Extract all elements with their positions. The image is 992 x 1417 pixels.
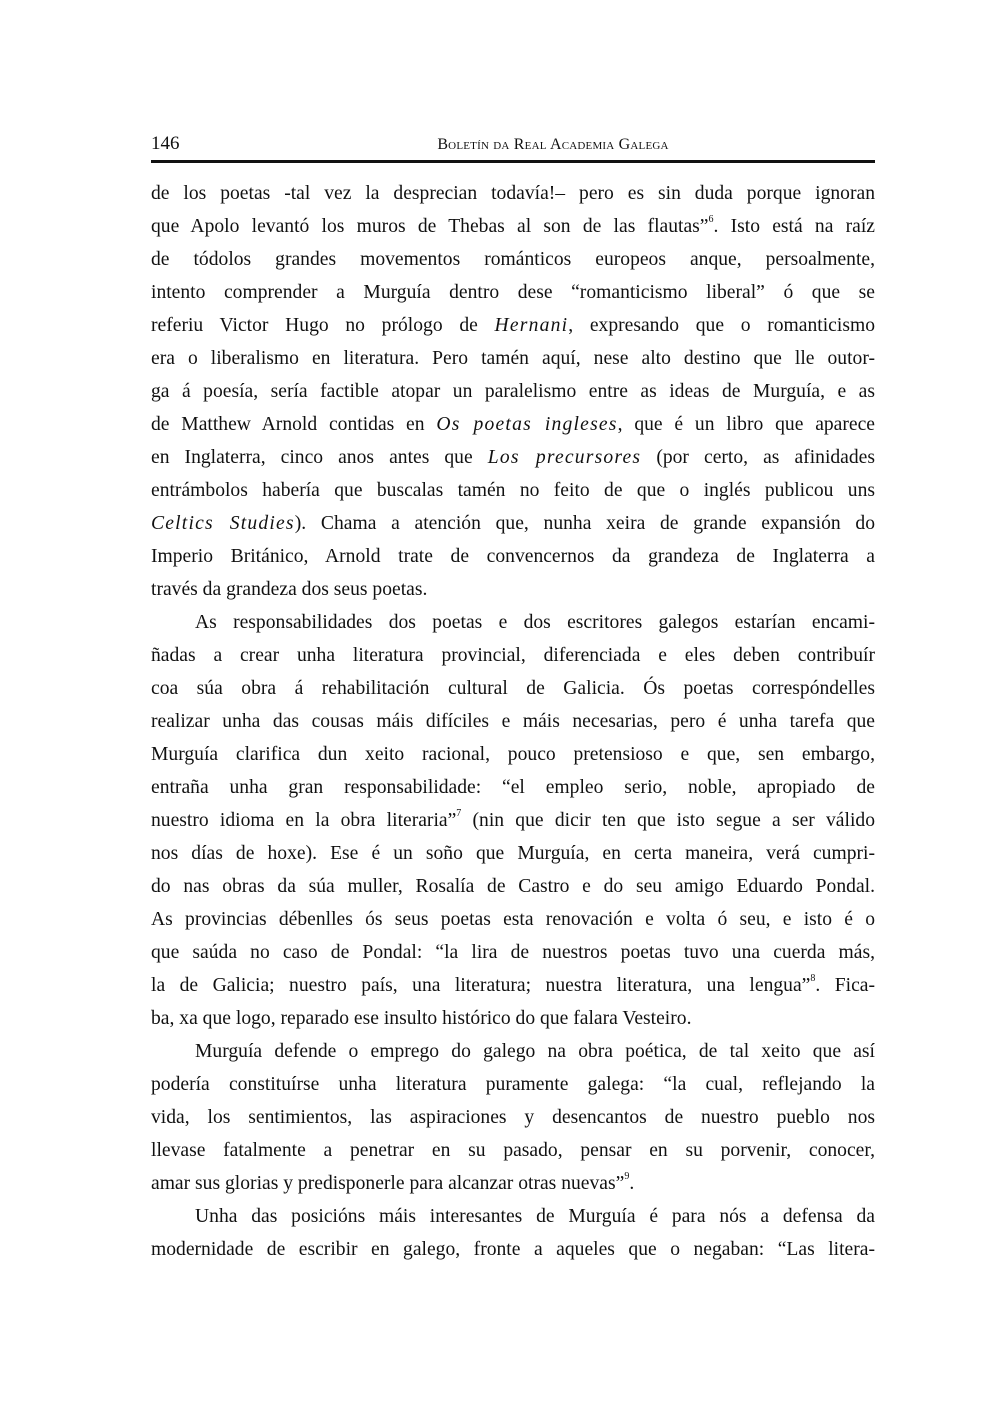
footnote-ref[interactable]: 7 <box>456 808 462 820</box>
text-line <box>151 1002 875 1035</box>
text-line <box>151 375 875 408</box>
text-run: referiu Victor Hugo no prólogo de <box>151 315 495 336</box>
text-run: ba, xa que logo, reparado ese insulto histórico do que falara Vesteiro. <box>151 1008 692 1029</box>
text-run: . Fica- <box>815 975 875 996</box>
text-line <box>151 870 875 903</box>
text-line <box>151 309 875 342</box>
text-line <box>151 573 875 606</box>
footnote-ref[interactable]: 9 <box>624 1171 630 1183</box>
text-line <box>151 474 875 507</box>
text-run: (por certo, as afinidades <box>641 447 876 468</box>
text-run: coa súa obra á rehabilitación cultural de Galicia. Ós poetas correspóndelles <box>151 678 875 699</box>
text-run: través da grandeza dos seus poetas. <box>151 579 428 600</box>
footnote-ref[interactable]: 6 <box>708 214 714 226</box>
text-run: , que é un libro que aparece <box>617 414 875 435</box>
text-run: Murguía clarifica dun xeito racional, pouco pretensioso e que, sen embargo, <box>151 744 875 765</box>
text-line <box>151 903 875 936</box>
text-line <box>151 969 875 1002</box>
text-run: As responsabilidades dos poetas e dos escritores galegos estarían encami- <box>195 612 875 633</box>
text-run: do nas obras da súa muller, Rosalía de Castro e do seu amigo Eduardo Pondal. <box>151 876 875 897</box>
italic-title: Los precursores <box>487 447 642 468</box>
text-line <box>151 1068 875 1101</box>
text-line <box>151 771 875 804</box>
text-run: nos días de hoxe). Ese é un soño que Murguía, en certa maneira, verá cumpri- <box>151 843 875 864</box>
text-line <box>151 408 875 441</box>
text-run: entrámbolos habería que buscalas tamén no feito de que o inglés publicou uns <box>151 480 875 501</box>
text-line <box>151 1233 875 1266</box>
text-run: que saúda no caso de Pondal: “la lira de nuestros poetas tuvo una cuerda más, <box>151 942 875 963</box>
text-run: (nin que dicir ten que isto segue a ser válido <box>461 810 875 831</box>
text-run: llevase fatalmente a penetrar en su pasado, pensar en su porvenir, conocer, <box>151 1140 875 1161</box>
text-run: de Matthew Arnold contidas en <box>151 414 437 435</box>
italic-title: Hernani <box>494 315 569 336</box>
page-number: 146 <box>151 133 180 154</box>
body-text <box>151 177 875 1266</box>
italic-title: Celtics Studies <box>151 513 295 534</box>
text-line <box>151 705 875 738</box>
text-run: la de Galicia; nuestro país, una literatura; nuestra literatura, una lengua” <box>151 975 811 996</box>
text-line <box>151 672 875 705</box>
text-line <box>151 540 875 573</box>
text-run: intento comprender a Murguía dentro dese “romanticismo liberal” ó que se <box>151 282 875 303</box>
text-line <box>151 177 875 210</box>
text-run: ). Chama a atención que, nunha xeira de grande expansión do <box>294 513 876 534</box>
text-run: vida, los sentimientos, las aspiraciones y desencantos de nuestro pueblo nos <box>151 1107 875 1128</box>
text-line <box>151 606 875 639</box>
text-run: ga á poesía, sería factible atopar un paralelismo entre as ideas de Murguía, e as <box>151 381 875 402</box>
header-rule <box>151 160 875 163</box>
text-run: As provincias débenlles ós seus poetas esta renovación e volta ó seu, e isto é o <box>151 909 875 930</box>
page-header <box>151 131 875 159</box>
text-run: de los poetas -tal vez la desprecian todavía!– pero es sin duda porque ignoran <box>151 183 875 204</box>
text-line <box>151 276 875 309</box>
text-line <box>151 1134 875 1167</box>
text-line <box>151 1035 875 1068</box>
text-line <box>151 639 875 672</box>
text-run: que Apolo levantó los muros de Thebas al son de las flautas” <box>151 216 709 237</box>
italic-title: Os poetas ingleses <box>436 414 618 435</box>
text-line <box>151 936 875 969</box>
text-run: era o liberalismo en literatura. Pero tamén aquí, nese alto destino que lle outor- <box>151 348 875 369</box>
text-line <box>151 210 875 243</box>
text-line <box>151 342 875 375</box>
text-run: Unha das posicións máis interesantes de Murguía é para nós a defensa da <box>195 1206 875 1227</box>
text-run: realizar unha das cousas máis difíciles e máis necesarias, pero é unha tarefa que <box>151 711 875 732</box>
text-run: de tódolos grandes movementos románticos europeos anque, persoalmente, <box>151 249 875 270</box>
text-line <box>151 837 875 870</box>
text-run: podería constituírse unha literatura puramente galega: “la cual, reflejando la <box>151 1074 875 1095</box>
text-run: modernidade de escribir en galego, fronte a aqueles que o negaban: “Las litera- <box>151 1239 875 1260</box>
text-run: , expresando que o romanticismo <box>568 315 875 336</box>
text-run: amar sus glorias y predisponerle para alcanzar otras nuevas” <box>151 1173 625 1194</box>
text-line <box>151 1167 875 1200</box>
text-run: Imperio Británico, Arnold trate de convencernos da grandeza de Inglaterra a <box>151 546 875 567</box>
running-head: Boletín da Real Academia Galega <box>437 136 669 153</box>
text-line <box>151 243 875 276</box>
text-run: en Inglaterra, cinco anos antes que <box>151 447 488 468</box>
text-line <box>151 507 875 540</box>
text-run: Murguía defende o emprego do galego na obra poética, de tal xeito que así <box>195 1041 875 1062</box>
text-run: . Isto está na raíz <box>713 216 875 237</box>
text-run: ñadas a crear unha literatura provincial, diferenciada e eles deben contribuír <box>151 645 875 666</box>
text-run: entraña unha gran responsabilidade: “el empleo serio, noble, apropiado de <box>151 777 875 798</box>
text-run: nuestro idioma en la obra literaria” <box>151 810 457 831</box>
text-line <box>151 804 875 837</box>
text-run: . <box>629 1173 635 1194</box>
text-line <box>151 738 875 771</box>
text-line <box>151 1200 875 1233</box>
footnote-ref[interactable]: 8 <box>810 973 816 985</box>
text-line <box>151 1101 875 1134</box>
text-line <box>151 441 875 474</box>
